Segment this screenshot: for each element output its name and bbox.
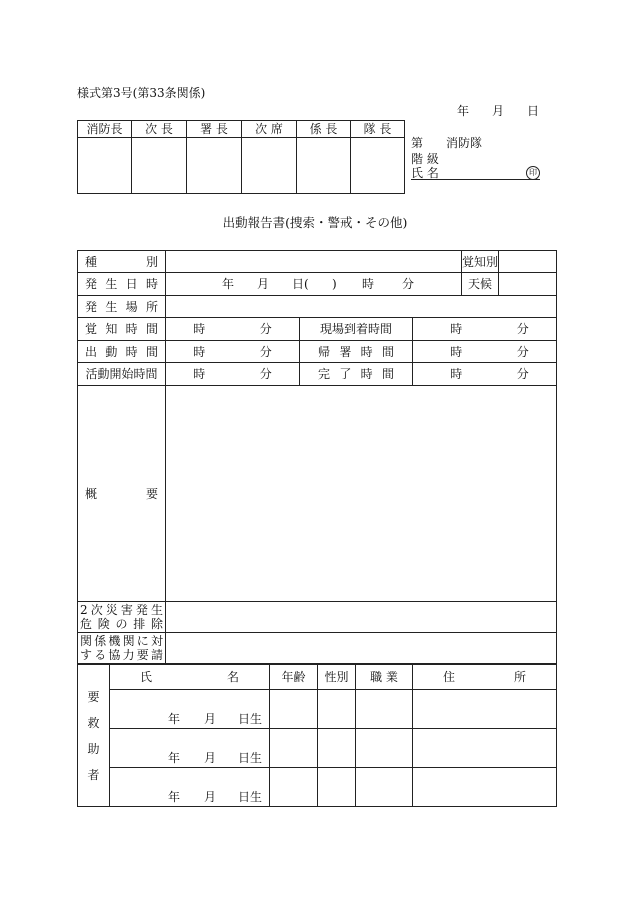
rescue-name-cell[interactable] [110, 690, 270, 729]
coop-line2: する協力要請 [80, 648, 163, 662]
occur-hour-label: 時 [362, 277, 375, 291]
coop-input[interactable] [166, 633, 557, 664]
approval-header-captain: 隊 長 [351, 121, 405, 138]
approval-stamp-captain[interactable] [351, 138, 405, 194]
hour-label: 時 [193, 344, 206, 359]
dispatch-label-cell: 出 動 時 間 [78, 341, 166, 363]
hour-label: 時 [450, 344, 463, 359]
occur-min-label: 分 [402, 277, 415, 291]
approval-header-chief: 消防長 [78, 121, 132, 138]
hour-label: 時 [193, 322, 206, 336]
start-label: 活動開始時間 [78, 363, 166, 386]
occur-datetime-input[interactable] [166, 273, 462, 296]
approval-stamp-chief[interactable] [78, 138, 132, 194]
birth-day-label: 日生 [238, 712, 263, 726]
job-header: 職 業 [356, 665, 413, 690]
birth-month-label: 月 [204, 751, 217, 765]
hour-label: 時 [193, 367, 206, 381]
occur-day-label: 日( [292, 277, 309, 291]
side-char-1: 要 [87, 689, 100, 704]
end-label-cell: 完 了 時 間 [300, 363, 413, 386]
hour-label: 時 [450, 322, 463, 336]
birth-year-label: 年 [168, 790, 181, 804]
date-month: 月 [492, 104, 505, 118]
min-label: 分 [259, 322, 272, 336]
rescue-sex-cell[interactable] [318, 729, 356, 768]
notice-type-label: 覚知別 [462, 251, 499, 273]
secondary-line1: 2次災害発生 [80, 603, 163, 617]
rescue-sex-cell[interactable] [318, 768, 356, 807]
rescue-address-cell[interactable] [413, 768, 557, 807]
date-day: 日 [527, 104, 540, 118]
rescue-age-cell[interactable] [270, 690, 318, 729]
secondary-line2: 危険の排除 [80, 617, 163, 631]
coop-line1: 関係機関に対 [80, 634, 163, 648]
start-time-input[interactable] [166, 363, 300, 386]
reporter-name-line[interactable] [411, 166, 540, 180]
weather-input[interactable] [499, 273, 557, 296]
report-table [77, 250, 557, 664]
addr-char-2: 所 [513, 670, 526, 684]
occur-year-label: 年 [222, 277, 235, 291]
min-label: 分 [516, 322, 529, 336]
sex-header: 性別 [318, 665, 356, 690]
place-input[interactable] [166, 296, 557, 318]
unit-prefix: 第 [411, 136, 424, 150]
rescue-name-cell[interactable] [110, 729, 270, 768]
arrival-label: 現場到着時間 [300, 318, 413, 341]
rescue-address-cell[interactable] [413, 690, 557, 729]
place-label-cell: 発 生 場 所 [78, 296, 166, 318]
min-label: 分 [516, 367, 529, 381]
min-label: 分 [259, 367, 272, 381]
approval-header-deputy: 次 長 [132, 121, 187, 138]
end-input[interactable] [413, 363, 557, 386]
occur-paren-label: ) [332, 277, 337, 291]
approval-header-vice: 次 席 [242, 121, 297, 138]
coop-label-cell [78, 633, 166, 664]
dispatch-time-input[interactable] [166, 341, 300, 363]
name-label: 氏 名 [411, 166, 439, 180]
birth-day-label: 日生 [238, 790, 263, 804]
rescue-table [77, 664, 557, 807]
summary-label-cell: 概 要 [78, 386, 166, 602]
name-column-header [110, 665, 270, 690]
rescue-name-cell[interactable] [110, 768, 270, 807]
unit-suffix: 消防隊 [446, 136, 483, 150]
approval-stamp-station[interactable] [187, 138, 242, 194]
rescue-sex-cell[interactable] [318, 690, 356, 729]
age-header: 年齢 [270, 665, 318, 690]
document-title: 出動報告書(捜索・警戒・その他) [222, 215, 408, 230]
birth-year-label: 年 [168, 751, 181, 765]
type-input[interactable] [166, 251, 462, 273]
seal-icon: 印 [526, 166, 540, 180]
name-col-char-1: 氏 [140, 670, 153, 684]
notice-time-input[interactable] [166, 318, 300, 341]
form-number: 様式第3号(第33条関係) [77, 86, 206, 100]
side-char-4: 者 [87, 767, 100, 782]
min-label: 分 [516, 344, 529, 359]
rescue-address-cell[interactable] [413, 729, 557, 768]
secondary-input[interactable] [166, 602, 557, 633]
arrival-input[interactable] [413, 318, 557, 341]
summary-input[interactable] [166, 386, 557, 602]
side-char-3: 助 [87, 741, 100, 756]
birth-year-label: 年 [168, 712, 181, 726]
rescue-side-label [78, 665, 110, 807]
return-label-cell: 帰 署 時 間 [300, 341, 413, 363]
approval-stamp-vice[interactable] [242, 138, 297, 194]
address-header [413, 665, 557, 690]
addr-char-1: 住 [443, 670, 456, 684]
rescue-job-cell[interactable] [356, 690, 413, 729]
type-label-cell: 種 別 [78, 251, 166, 273]
approval-stamp-deputy[interactable] [132, 138, 187, 194]
hour-label: 時 [450, 367, 463, 381]
birth-month-label: 月 [204, 790, 217, 804]
rescue-job-cell[interactable] [356, 729, 413, 768]
approval-stamp-section[interactable] [297, 138, 351, 194]
occur-label-cell: 発 生 日 時 [78, 273, 166, 296]
return-input[interactable] [413, 341, 557, 363]
weather-label: 天候 [462, 273, 499, 296]
approval-header-section: 係 長 [297, 121, 351, 138]
rank-label: 階 級 [411, 152, 439, 166]
name-col-char-2: 名 [226, 670, 239, 684]
rescue-job-cell[interactable] [356, 768, 413, 807]
date-year: 年 [457, 104, 470, 118]
notice-time-label-cell: 覚 知 時 間 [78, 318, 166, 341]
approval-header-station: 署 長 [187, 121, 242, 138]
birth-day-label: 日生 [238, 751, 263, 765]
approval-table [77, 120, 405, 194]
birth-month-label: 月 [204, 712, 217, 726]
occur-month-label: 月 [257, 277, 270, 291]
notice-type-input[interactable] [499, 251, 557, 273]
secondary-label-cell [78, 602, 166, 633]
rescue-age-cell[interactable] [270, 768, 318, 807]
rescue-age-cell[interactable] [270, 729, 318, 768]
min-label: 分 [259, 344, 272, 359]
side-char-2: 救 [87, 715, 100, 730]
